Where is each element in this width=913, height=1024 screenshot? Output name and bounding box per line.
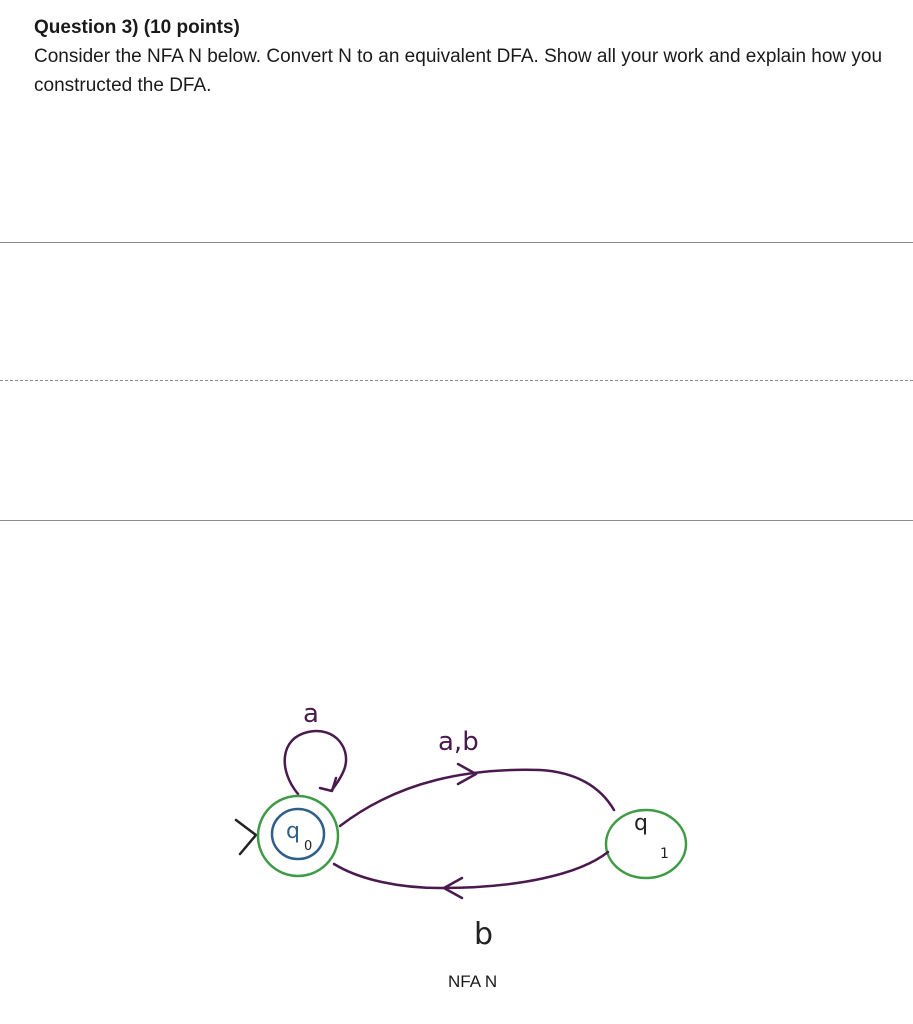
question-text: Consider the NFA N below. Convert N to an equivalent DFA. Show all your work and explain how you constructed the DFA. [34,46,883,96]
state-q1 [606,810,686,878]
state-q0-subscript: 0 [304,839,313,854]
question-header [34,14,894,100]
transition-q1-q0-arrow [334,852,608,888]
question-title: Question 3) (10 points) [34,17,240,38]
state-q1-label: q [634,811,648,836]
self-loop-arrowhead [320,778,336,791]
transition-q0-q1-label: a,b [438,727,479,757]
state-q1-subscript: 1 [660,846,669,862]
nfa-diagram [0,660,913,970]
state-q0 [258,796,338,876]
divider-line [0,520,913,521]
transition-q0-q1-arrow [340,770,614,826]
self-loop-arrow [285,731,346,794]
divider-line [0,242,913,243]
divider-dashed-line [0,380,913,381]
diagram-caption: NFA N [448,972,498,991]
transition-q1-q0-label: b [474,917,494,952]
start-arrow [236,820,256,854]
self-loop-label: a [303,699,319,729]
state-q0-label: q [286,819,300,844]
